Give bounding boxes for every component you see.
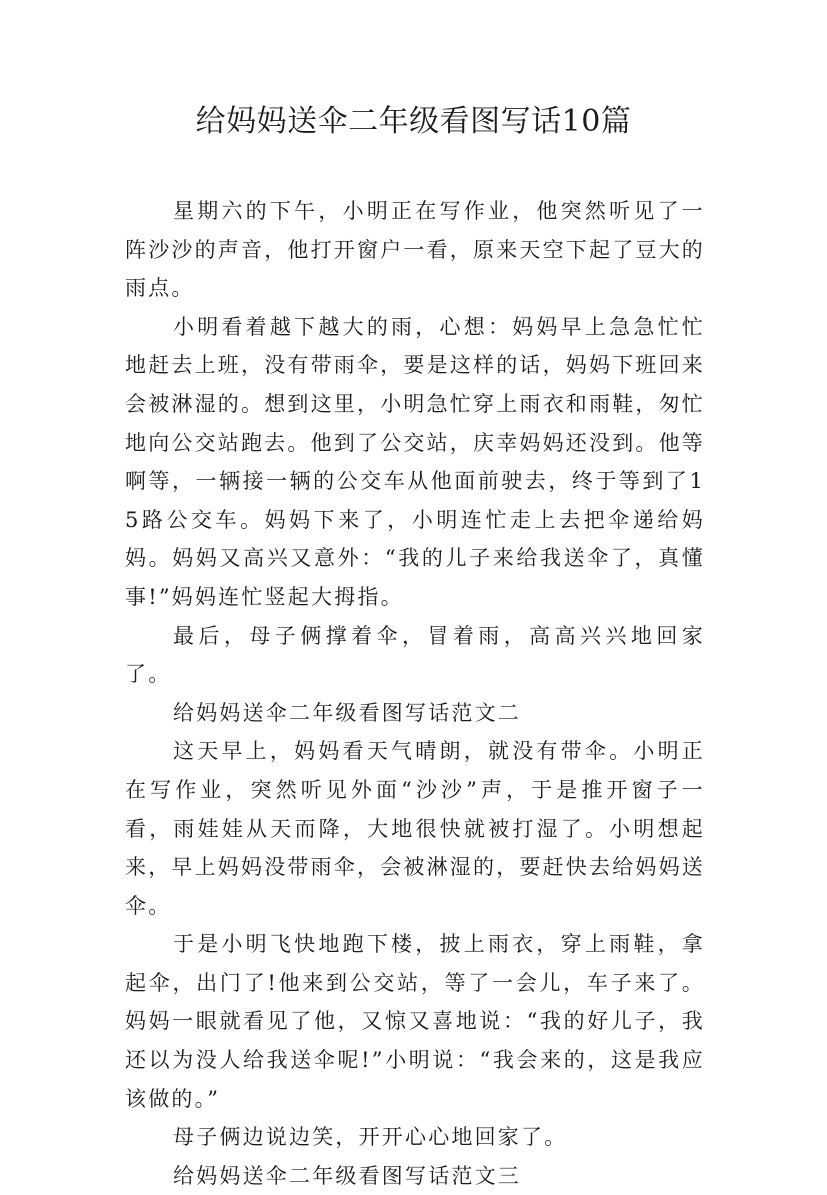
document-title: 给妈妈送伞二年级看图写话10篇 xyxy=(195,104,632,139)
paragraph-4: 这天早上，妈妈看天气晴朗，就没有带伞。小明正在写作业，突然听见外面“沙沙”声，于是推开窗子一看，雨娃娃从天而降，大地很快就被打湿了。小明想起来，早上妈妈没带雨伞，会被淋湿的，要赶快去给妈妈送伞。 xyxy=(125,739,705,918)
document-body xyxy=(125,192,705,1195)
paragraph-5: 于是小明飞快地跑下楼，披上雨衣，穿上雨鞋，拿起伞，出门了!他来到公交站，等了一会儿，车子来了。妈妈一眼就看见了他，又惊又喜地说：“我的好儿子，我还以为没人给我送伞呢!”小明说：“我会来的，这是我应该做的。” xyxy=(125,932,705,1111)
section-heading-2: 给妈妈送伞二年级看图写话范文二 xyxy=(173,700,521,725)
section-heading-3: 给妈妈送伞二年级看图写话范文三 xyxy=(173,1163,521,1188)
paragraph-1: 星期六的下午，小明正在写作业，他突然听见了一阵沙沙的声音，他打开窗户一看，原来天空下起了豆大的雨点。 xyxy=(125,199,705,301)
paragraph-2: 小明看着越下越大的雨，心想：妈妈早上急急忙忙地赶去上班，没有带雨伞，要是这样的话，妈妈下班回来会被淋湿的。想到这里，小明急忙穿上雨衣和雨鞋，匆忙地向公交站跑去。他到了公交站，庆幸妈妈还没到。他等啊等，一辆接一辆的公交车从他面前驶去，终于等到了15路公交车。妈妈下来了，小明连忙走上去把伞递给妈妈。妈妈又高兴又意外：“我的儿子来给我送伞了，真懂事!”妈妈连忙竖起大拇指。 xyxy=(125,314,705,609)
paragraph-6: 母子俩边说边笑，开开心心地回家了。 xyxy=(173,1125,568,1150)
paragraph-3: 最后，母子俩撑着伞，冒着雨，高高兴兴地回家了。 xyxy=(125,623,705,687)
